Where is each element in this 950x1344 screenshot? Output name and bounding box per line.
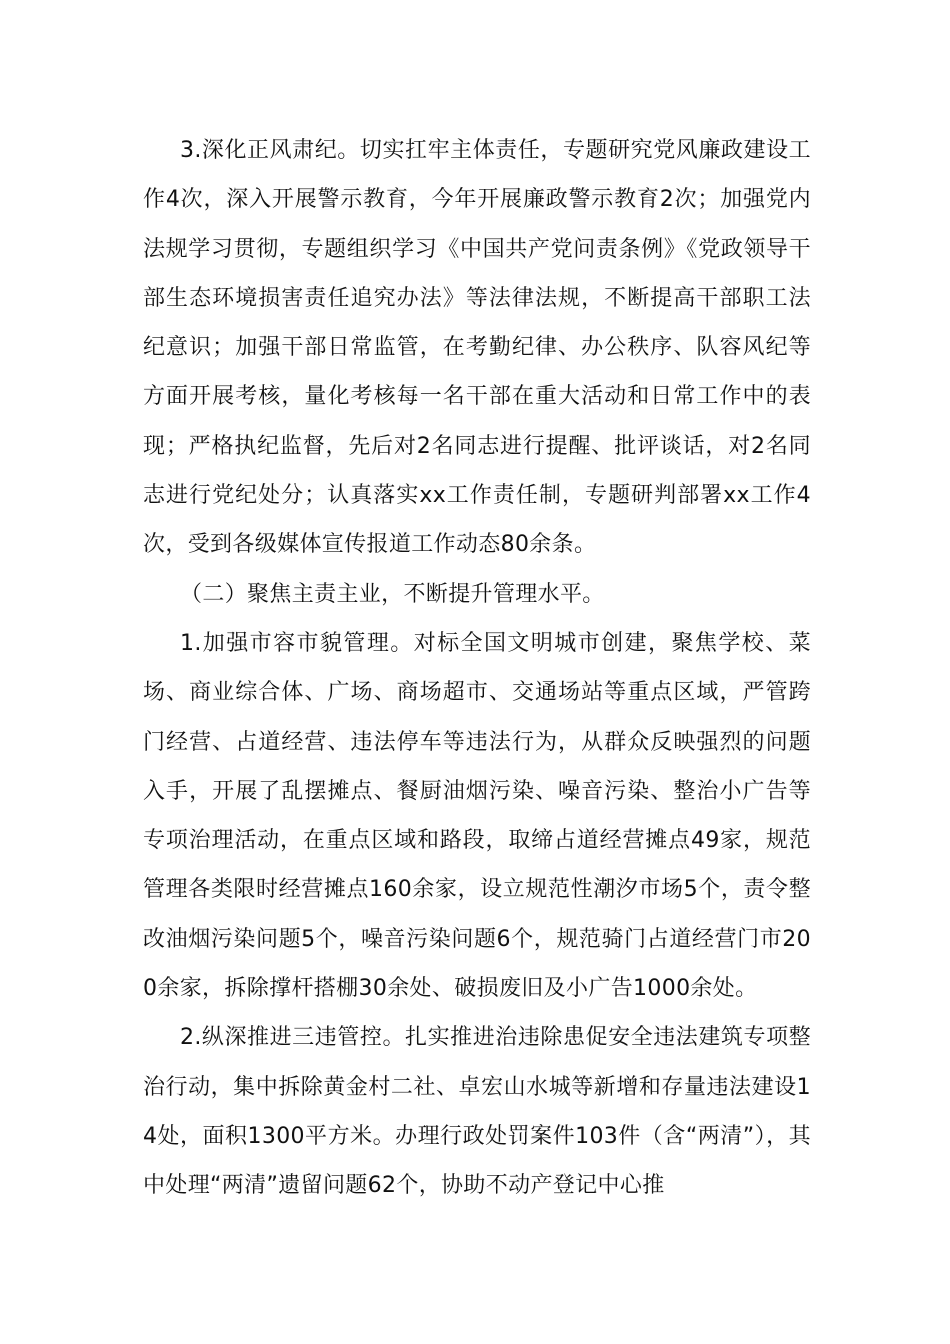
paragraph-discipline: 3.深化正风肃纪。切实扛牢主体责任，专题研究党风廉政建设工作4次，深入开展警示教育，今年开展廉政警示教育2次；加强党内法规学习贯彻，专题组织学习《中国共产党问责条例》《党政领导干部生态环境损害责任追究办法》等法律法规，不断提高干部职工法纪意识；加强干部日常监管，在考勤纪律、办公秩序、队容风纪等方面开展考核，量化考核每一名干部在重大活动和日常工作中的表现；严格执纪监督，先后对2名同志进行提醒、批评谈话，对2名同志进行党纪处分；认真落实xx工作责任制，专题研判部署xx工作4次，受到各级媒体宣传报道工作动态80余条。 [143,138,811,558]
paragraph-illegal-construction: 2.纵深推进三违管控。扎实推进治违除患促安全违法建筑专项整治行动，集中拆除黄金村二社、卓宏山水城等新增和存量违法建设14处，面积1300平方米。办理行政处罚案件103件（含“两清”），其中处理“两清”遗留问题62个，协助不动产登记中心推 [143,1025,811,1199]
document-body [143,126,811,1211]
section-heading-main-duties: （二）聚焦主责主业，不断提升管理水平。 [180,581,605,607]
paragraph-city-appearance: 1.加强市容市貌管理。对标全国文明城市创建，聚焦学校、菜场、商业综合体、广场、商场超市、交通场站等重点区域，严管跨门经营、占道经营、违法停车等违法行为，从群众反映强烈的问题入手，开展了乱摆摊点、餐厨油烟污染、噪音污染、整治小广告等专项治理活动，在重点区域和路段，取缔占道经营摊点49家，规范管理各类限时经营摊点160余家，设立规范性潮汐市场5个，责令整改油烟污染问题5个，噪音污染问题6个，规范骑门占道经营门市200余家，拆除撑杆搭棚30余处、破损废旧及小广告1000余处。 [143,630,811,1002]
